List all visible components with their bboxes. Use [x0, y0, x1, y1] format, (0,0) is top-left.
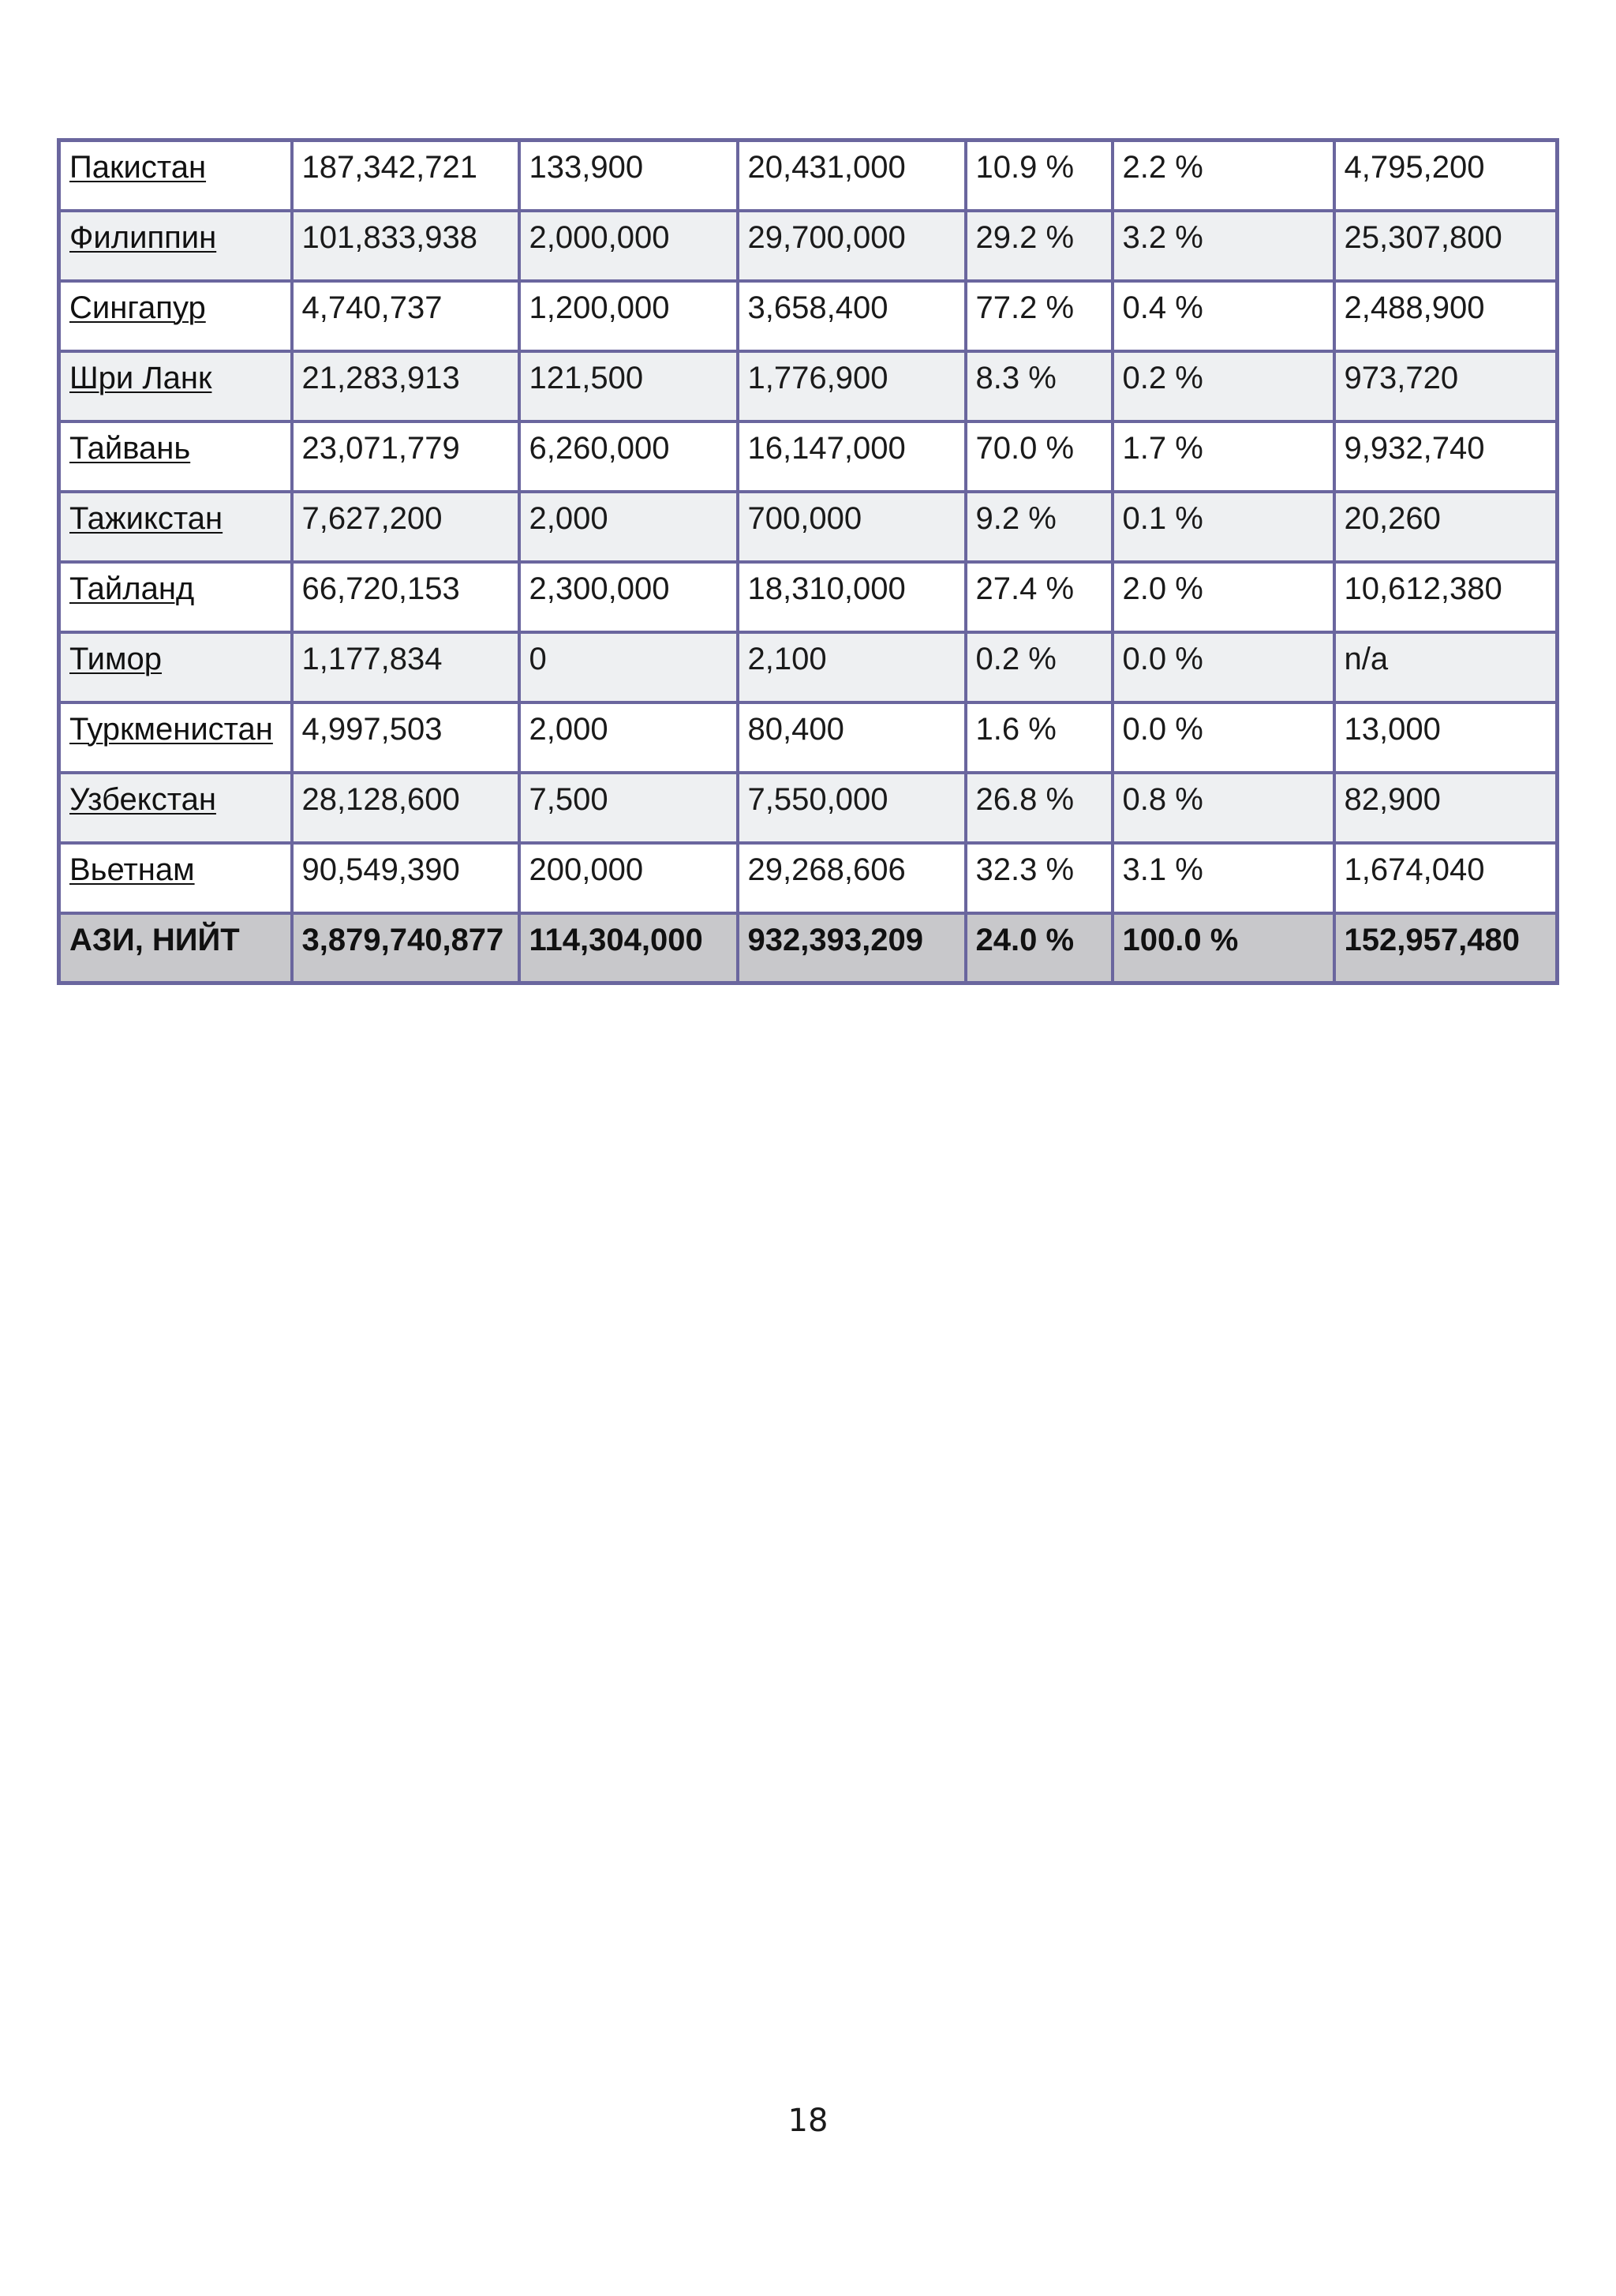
country-link[interactable]: Тимор — [69, 641, 163, 676]
table-cell: 77.2 % — [966, 281, 1113, 351]
table-cell: 29,268,606 — [738, 843, 966, 913]
table-cell: 2,300,000 — [519, 562, 738, 632]
table-cell: 133,900 — [519, 140, 738, 211]
total-cell: 3,879,740,877 — [292, 913, 519, 983]
country-link[interactable]: Тайланд — [69, 571, 195, 606]
table-row — [59, 421, 1558, 492]
table-cell: 1.6 % — [966, 702, 1113, 773]
table-cell: 20,431,000 — [738, 140, 966, 211]
table-cell: 7,500 — [519, 773, 738, 843]
table-cell: 2,488,900 — [1334, 281, 1558, 351]
country-link[interactable]: Узбекстан — [69, 781, 216, 817]
table-cell: 26.8 % — [966, 773, 1113, 843]
total-cell: 100.0 % — [1113, 913, 1334, 983]
table-cell: 101,833,938 — [292, 211, 519, 281]
country-link[interactable]: Шри Ланк — [69, 360, 212, 395]
total-cell: 24.0 % — [966, 913, 1113, 983]
country-cell[interactable] — [59, 211, 292, 281]
country-cell[interactable] — [59, 140, 292, 211]
table-cell: 29,700,000 — [738, 211, 966, 281]
table-cell: 2,000 — [519, 702, 738, 773]
table-cell: 700,000 — [738, 492, 966, 562]
table-cell: 0.0 % — [1113, 632, 1334, 702]
table-cell: 973,720 — [1334, 351, 1558, 421]
table-cell: 20,260 — [1334, 492, 1558, 562]
table-cell: 1,177,834 — [292, 632, 519, 702]
table-cell: 6,260,000 — [519, 421, 738, 492]
table-cell: 16,147,000 — [738, 421, 966, 492]
table-cell: 3.1 % — [1113, 843, 1334, 913]
table-cell: 4,740,737 — [292, 281, 519, 351]
country-link[interactable]: Пакистан — [69, 150, 207, 185]
table-cell: 90,549,390 — [292, 843, 519, 913]
country-link[interactable]: Сингапур — [69, 290, 206, 325]
table-cell: 0.1 % — [1113, 492, 1334, 562]
table-row — [59, 281, 1558, 351]
table-row — [59, 632, 1558, 702]
country-link[interactable]: Тажикстан — [69, 500, 223, 536]
table-cell: 9.2 % — [966, 492, 1113, 562]
table-cell: 28,128,600 — [292, 773, 519, 843]
table-cell: 3,658,400 — [738, 281, 966, 351]
table-cell: 66,720,153 — [292, 562, 519, 632]
table-cell: 7,550,000 — [738, 773, 966, 843]
table-cell: 4,795,200 — [1334, 140, 1558, 211]
table-cell: 2,000,000 — [519, 211, 738, 281]
table-cell: 27.4 % — [966, 562, 1113, 632]
country-link[interactable]: Туркменистан — [69, 711, 273, 747]
country-cell[interactable] — [59, 562, 292, 632]
country-cell[interactable] — [59, 843, 292, 913]
table-cell: 9,932,740 — [1334, 421, 1558, 492]
table-cell: 0.8 % — [1113, 773, 1334, 843]
table-cell: 0.2 % — [966, 632, 1113, 702]
country-cell[interactable] — [59, 632, 292, 702]
table-cell: 3.2 % — [1113, 211, 1334, 281]
table-cell: 1.7 % — [1113, 421, 1334, 492]
total-cell: 114,304,000 — [519, 913, 738, 983]
table-cell: 1,776,900 — [738, 351, 966, 421]
table-cell: 1,200,000 — [519, 281, 738, 351]
country-cell[interactable] — [59, 492, 292, 562]
table-cell: 1,674,040 — [1334, 843, 1558, 913]
country-link[interactable]: Вьетнам — [69, 852, 195, 887]
country-cell[interactable] — [59, 702, 292, 773]
table-row — [59, 773, 1558, 843]
table-cell: n/a — [1334, 632, 1558, 702]
table-cell: 80,400 — [738, 702, 966, 773]
table-cell: 121,500 — [519, 351, 738, 421]
country-link[interactable]: Филиппин — [69, 219, 217, 255]
table-cell: 13,000 — [1334, 702, 1558, 773]
table-cell: 32.3 % — [966, 843, 1113, 913]
page-number: 18 — [787, 2103, 829, 2139]
table-row — [59, 702, 1558, 773]
table-row — [59, 843, 1558, 913]
total-cell: 932,393,209 — [738, 913, 966, 983]
table-row — [59, 351, 1558, 421]
total-label: АЗИ, НИЙТ — [59, 913, 292, 983]
table-cell: 21,283,913 — [292, 351, 519, 421]
country-link[interactable]: Тайвань — [69, 430, 191, 466]
table-cell: 0.4 % — [1113, 281, 1334, 351]
asia-statistics-table — [57, 138, 1559, 985]
table-cell: 200,000 — [519, 843, 738, 913]
table-row — [59, 562, 1558, 632]
table-cell: 2.0 % — [1113, 562, 1334, 632]
table-cell: 8.3 % — [966, 351, 1113, 421]
table-cell: 10,612,380 — [1334, 562, 1558, 632]
table-cell: 0.2 % — [1113, 351, 1334, 421]
table-cell: 23,071,779 — [292, 421, 519, 492]
table-body — [59, 140, 1558, 983]
table-cell: 25,307,800 — [1334, 211, 1558, 281]
country-cell[interactable] — [59, 773, 292, 843]
table-cell: 2,000 — [519, 492, 738, 562]
table-row — [59, 492, 1558, 562]
table-cell: 2,100 — [738, 632, 966, 702]
table-row — [59, 211, 1558, 281]
table-cell: 0.0 % — [1113, 702, 1334, 773]
country-cell[interactable] — [59, 421, 292, 492]
table-cell: 2.2 % — [1113, 140, 1334, 211]
table-cell: 10.9 % — [966, 140, 1113, 211]
table-cell: 29.2 % — [966, 211, 1113, 281]
country-cell[interactable] — [59, 281, 292, 351]
total-row — [59, 913, 1558, 983]
table-cell: 7,627,200 — [292, 492, 519, 562]
table-cell: 187,342,721 — [292, 140, 519, 211]
total-cell: 152,957,480 — [1334, 913, 1558, 983]
table-cell: 4,997,503 — [292, 702, 519, 773]
table-row — [59, 140, 1558, 211]
table-cell: 18,310,000 — [738, 562, 966, 632]
country-cell[interactable] — [59, 351, 292, 421]
table-cell: 0 — [519, 632, 738, 702]
table-cell: 82,900 — [1334, 773, 1558, 843]
table-cell: 70.0 % — [966, 421, 1113, 492]
